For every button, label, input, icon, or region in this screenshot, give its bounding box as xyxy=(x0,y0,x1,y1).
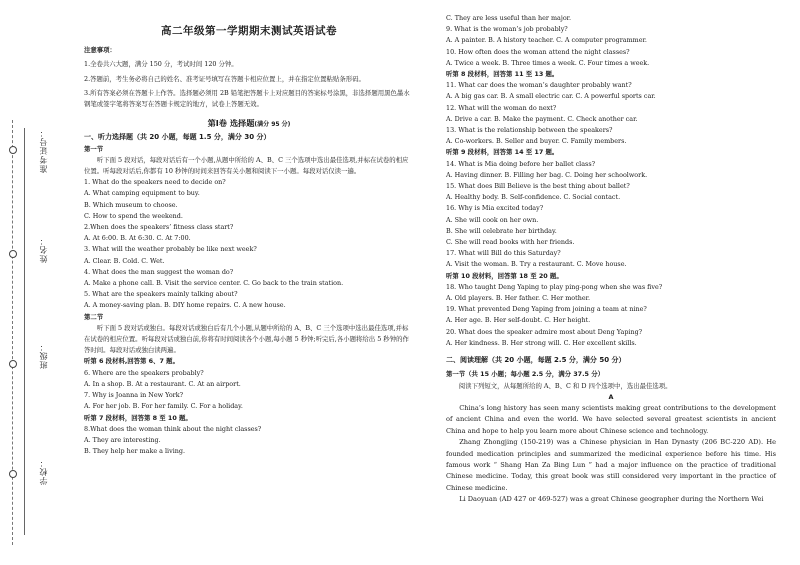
question-line: A. Her kindness. B. Her strong will. C. Her excellent skills. xyxy=(446,338,637,347)
subsection-heading: 第一节（共 15 小题；每小题 2.5 分，满分 37.5 分） xyxy=(446,370,604,379)
question-line: A. A painter. B. A history teacher. C. A computer programmer. xyxy=(446,36,647,45)
passage-paragraph: China’s long history has seen many scientists making great contributions to the development of ancient China and even the world. We have selected several greatest scientists in ancient China and hope to help you learn more about Chinese science and technology. xyxy=(446,403,776,435)
material-heading: 听第 8 段材料，回答第 11 至 13 题。 xyxy=(446,70,559,79)
question-line: 7. Why is Joanna in New York? xyxy=(84,391,184,400)
question-line: A. Make a phone call. B. Visit the service center. C. Go back to the train station. xyxy=(84,279,344,288)
notice-item: 1.全卷共六大题，满分 150 分，考试时间 120 分钟。 xyxy=(84,60,238,69)
part-title-text: 第Ⅰ卷 选择题 xyxy=(207,118,255,129)
passage-paragraph: Zhang Zhongjing (150-219) was a Chinese physician in Han Dynasty (206 BC-220 AD). He founded medication principles and summarized the medicinal experience before his time. His famous work “ Shang Han Za Bing Lun ” had a major influence on the practice of traditional Chinese medicine. Today, this great book was still considered very important in the practice of Chinese medicine. xyxy=(446,438,776,492)
question-line: 1. What do the speakers need to decide on? xyxy=(84,178,226,187)
question-line: A. They are interesting. xyxy=(84,435,161,444)
question-line: A. A money-saving plan. B. DIY home repairs. C. A new house. xyxy=(84,301,286,310)
question-line: 17. What will Bill do this Saturday? xyxy=(446,249,561,258)
question-line: C. They are less useful than her major. xyxy=(446,14,572,22)
right-column xyxy=(446,13,776,506)
question-line: A. Clear. B. Cold. C. Wet. xyxy=(84,256,165,265)
binding-margin xyxy=(0,0,56,565)
question-line: A. Her age. B. Her self-doubt. C. Her height. xyxy=(446,316,591,325)
margin-label-name: 姓名： xyxy=(39,236,48,263)
cut-line xyxy=(12,120,13,545)
passage-paragraph: Li Daoyuan (AD 427 or 469-527) was a great Chinese geographer during the Northern Wei xyxy=(459,495,764,504)
hole-mark xyxy=(9,360,17,368)
instructions: 听下面 5 段对话或独白。每段对话或独白后有几个小题,从题中所给的 A、B、C 三个选项中选出最佳选项,并标在试卷的相应位置。听每段对话或独白前,你将有时间阅读各个小题,每小题 5 秒钟;听完后,各小题将给出 5 秒钟的作答时间。每段对话或独白读两遍。 xyxy=(84,323,409,355)
question-line: 15. What does Bill Believe is the best thing about ballet? xyxy=(446,182,630,191)
notice-item: 2.答题前，考生务必将自己的姓名、准考证号填写在答题卡相应位置上，并在指定位置粘贴条形码。 xyxy=(84,74,365,83)
question-line: 13. What is the relationship between the speakers? xyxy=(446,126,613,135)
margin-label-exam-id: 准考证号： xyxy=(39,128,48,173)
margin-label-school: 学校： xyxy=(39,458,48,485)
question-line: 8.What does the woman think about the night classes? xyxy=(84,424,262,433)
question-line: 12. What will the woman do next? xyxy=(446,103,557,112)
question-line: 9. What is the woman’s job probably? xyxy=(446,25,568,34)
seal-line xyxy=(24,128,25,535)
hole-mark xyxy=(9,470,17,478)
question-line: A. Co-workers. B. Seller and buyer. C. Family members. xyxy=(446,137,627,146)
material-heading: 听第 6 段材料,回答第 6、7 题。 xyxy=(84,357,179,366)
question-line: A. In a shop. B. At a restaurant. C. At an airport. xyxy=(84,379,241,388)
question-line: 11. What car does the woman’s daughter probably want? xyxy=(446,81,632,90)
section-heading: 二、阅读理解（共 20 小题，每题 2.5 分，满分 50 分） xyxy=(446,356,626,365)
question-line: A. A big gas car. B. A small electric car. C. A powerful sports car. xyxy=(446,92,656,101)
question-line: 2.When does the speakers’ fitness class start? xyxy=(84,223,234,232)
material-heading: 听第 7 段材料，回答第 8 至 10 题。 xyxy=(84,413,192,422)
question-line: 4. What does the man suggest the woman do? xyxy=(84,267,234,276)
question-line: A. Healthy body. B. Self-confidence. C. Social contact. xyxy=(446,193,621,202)
hole-mark xyxy=(9,250,17,258)
exam-title: 高二年级第一学期期末测试英语试卷 xyxy=(161,25,337,37)
question-line: B. Which museum to choose. xyxy=(84,200,178,209)
question-line: 3. What will the weather probably be like next week? xyxy=(84,245,257,254)
section-heading: 一、听力选择题（共 20 小题，每题 1.5 分，满分 30 分） xyxy=(84,133,271,142)
instructions: 阅读下列短文，从每题所给的 A、B、C 和 D 四个选项中，选出最佳选项。 xyxy=(458,381,672,390)
question-line: A. Old players. B. Her father. C. Her mother. xyxy=(446,294,590,303)
question-line: A. Twice a week. B. Three times a week. C. Four times a week. xyxy=(446,58,650,67)
question-line: C. How to spend the weekend. xyxy=(84,211,183,220)
subsection-heading: 第二节 xyxy=(84,312,104,321)
notice-heading: 注意事项： xyxy=(84,46,116,55)
question-line: 5. What are the speakers mainly talking about? xyxy=(84,290,238,299)
material-heading: 听第 9 段材料，回答第 14 至 17 题。 xyxy=(446,148,559,157)
question-line: C. She will read books with her friends. xyxy=(446,238,575,247)
material-heading: 听第 10 段材料，回答第 18 至 20 题。 xyxy=(446,271,563,280)
hole-mark xyxy=(9,146,17,154)
left-column xyxy=(84,0,414,457)
question-line: A. She will cook on her own. xyxy=(446,215,539,224)
question-line: B. She will celebrate her birthday. xyxy=(446,226,557,235)
question-line: A. For her job. B. For her family. C. For a holiday. xyxy=(84,402,243,411)
question-line: A. At 6:00. B. At 6:30. C. At 7:00. xyxy=(84,234,191,243)
margin-label-class: 班级： xyxy=(39,342,48,369)
question-line: A. Drive a car. B. Make the payment. C. Check another car. xyxy=(446,114,638,123)
question-line: A. Having dinner. B. Filling her bag. C. Doing her schoolwork. xyxy=(446,170,648,179)
notice-item: 3.所有答案必须在答题卡上作答。选择题必须用 2B 铅笔把答题卡上对应题目的答案标号涂黑，非选择题用黑色墨水钢笔或签字笔将答案写在答题卡规定的地方，试卷上答题无效。 xyxy=(84,88,410,109)
instructions: 听下面 5 段对话，每段对话后有一个小题,从题中所给的 A、B、C 三个选项中选出最佳选项,并标在试卷的相应位置。听每段对话后,你都有 10 秒钟的时间来回答有关小题和阅读下一小题。每段对话仅读一遍。 xyxy=(84,155,409,176)
subsection-heading: 第一节 xyxy=(84,144,104,153)
question-line: 20. What does the speaker admire most about Deng Yaping? xyxy=(446,327,643,336)
question-line: 19. What prevented Deng Yaping from joining a team at nine? xyxy=(446,305,647,314)
question-line: 14. What is Mia doing before her ballet class? xyxy=(446,159,596,168)
question-line: A. Visit the woman. B. Try a restaurant. C. Move house. xyxy=(446,260,627,269)
question-line: A. What camping equipment to buy. xyxy=(84,189,200,198)
question-line: B. They help her make a living. xyxy=(84,447,185,456)
question-line: 10. How often does the woman attend the night classes? xyxy=(446,47,630,56)
part-title-note: (满分 95 分) xyxy=(254,121,291,129)
question-line: 18. Who taught Deng Yaping to play ping-pong when she was five? xyxy=(446,282,663,291)
question-line: 16. Why is Mia excited today? xyxy=(446,204,544,213)
question-line: 6. Where are the speakers probably? xyxy=(84,368,204,377)
passage-label: A xyxy=(608,392,614,401)
part-title xyxy=(84,118,414,130)
